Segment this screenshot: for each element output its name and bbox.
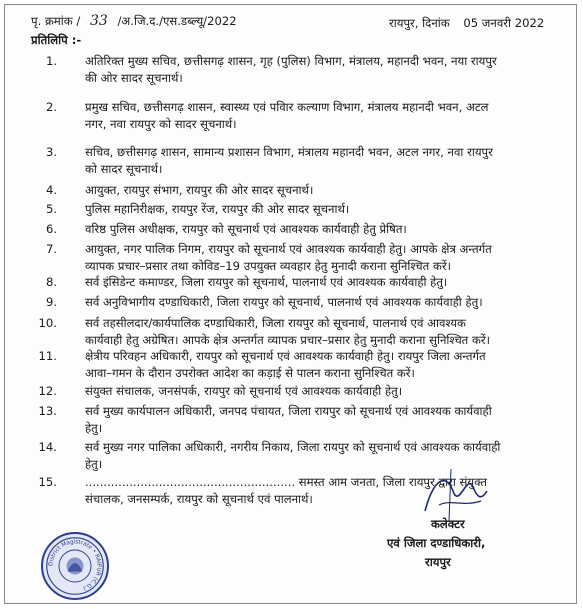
item-number: 7. [45, 242, 57, 256]
copy-label: प्रतिलिपि :- [31, 33, 82, 47]
item-text-line: सर्व तहसीलदार/कार्यपालिक दण्डाधिकारी, जिला रायपुर को सूचनार्थ, पालनार्थ एवं आवश्यक [85, 316, 466, 330]
item-text-line: सर्व अनुविभागीय दण्डाधिकारी, जिला रायपुर को सूचनार्थ, पालनार्थ एवं आवश्यक कार्यवाही हेतु। [85, 295, 483, 309]
item-text-line: व्यापक प्रचार–प्रसार तथा कोविड–19 उपयुक्त व्यवहार हेतु मुनादी कराना सुनिश्चित करें। [85, 259, 451, 273]
item-number: 15. [38, 475, 57, 489]
item-text-line: ......................................................... समस्त आम जनता, जिला रायपुर द्वारा संयुक्त [85, 475, 487, 489]
item-text-line: प्रमुख सचिव, छत्तीसगढ़ शासन, स्वास्थ्य एवं पविार कल्याण विभाग, मंत्रालय महानदी भवन, अटल [85, 100, 489, 114]
reference-number [31, 14, 237, 28]
item-number: 11. [38, 349, 57, 363]
item-text-line: सर्व मुख्य नगर पालिका अधिकारी, नगरीय निकाय, जिला रायपुर को सूचनार्थ एवं आवश्यक कार्यवाही [85, 440, 501, 454]
item-text-line: संयुक्त संचालक, जनसंपर्क, रायपुर को सूचनार्थ एवं आवश्यक कार्यवाही हेतु। [85, 384, 403, 398]
ref-number-handwritten: 33 [89, 13, 108, 29]
signatory-title: कलेक्टर [431, 517, 465, 531]
item-number: 5. [45, 202, 57, 216]
seal-graphic [43, 534, 107, 598]
item-text-line: आवा–गमन के दौरान उपरोक्त आदेश का कड़ाई से पालन कराना सुनिश्चित करें। [85, 366, 415, 380]
ref-label: पृ. क्रमांक / [31, 14, 81, 28]
document-page [4, 4, 577, 604]
item-text-line: हेतु। [85, 421, 103, 435]
item-text-line: को सादर सूचनार्थ। [85, 162, 163, 176]
place-date [389, 16, 544, 30]
item-number: 10. [38, 316, 57, 330]
item-text-line: आयुक्त, रायपुर संभाग, रायपुर की ओर सादर सूचनार्थ। [85, 183, 314, 197]
date: 05 जनवरी 2022 [463, 16, 545, 30]
item-text-line: संचालक, जनसम्पर्क, रायपुर को सूचनार्थ एवं पालनार्थ। [85, 492, 313, 506]
item-number: 12. [38, 384, 57, 398]
item-number: 9. [45, 295, 57, 309]
item-number: 4. [45, 183, 57, 197]
item-text-line: क्षेत्रीय परिवहन अधिकारी, रायपुर को सूचनार्थ एवं आवश्यक कार्यवाही हेतु। रायपुर जिला अन्तर्गत [85, 349, 486, 363]
item-text-line: सर्व मुख्य कार्यपालन अधिकारी, जनपद पंचायत, जिला रायपुर को सूचनार्थ एवं आवश्यक कार्यवाही [85, 404, 492, 418]
item-number: 3. [45, 145, 57, 159]
signatory-place: रायपुर [425, 555, 451, 569]
item-number: 13. [38, 404, 57, 418]
item-text-line: नगर, नवा रायपुर को सादर सूचनार्थ। [85, 117, 237, 131]
item-text-line: सचिव, छत्तीसगढ़ शासन, सामान्य प्रशासन विभाग, मंत्रालय महानदी भवन, अटल नगर, नवा रायपुर [85, 145, 493, 159]
signatory-designation: एवं जिला दण्डाधिकारी, [387, 536, 486, 550]
item-text-line: वरिष्ठ पुलिस अधीक्षक, रायपुर को सूचनार्थ एवं आवश्यक कार्यवाही हेतु प्रेषित। [85, 222, 407, 236]
item-text-line: अतिरिक्त मुख्य सचिव, छत्तीसगढ़ शासन, गृह (पुलिस) विभाग, मंत्रालय, महानदी भवन, नया रायपुर [85, 54, 497, 68]
item-number: 6. [45, 222, 57, 236]
place-date-label: रायपुर, दिनांक [389, 16, 450, 30]
item-number: 14. [38, 440, 57, 454]
item-text-line: आयुक्त, नगर पालिक निगम, रायपुर को सूचनार्थ एवं आवश्यक कार्यवाही हेतु। आपके क्षेत्र अन्तर्गत [85, 242, 492, 256]
item-text-line: पुलिस महानिरीक्षक, रायपुर रेंज, रायपुर की ओर सादर सूचनार्थ। [85, 202, 350, 216]
ref-suffix: /अ.जि.द./एस.डब्ल्यू/2022 [117, 14, 237, 28]
item-text-line: की ओर सादर सूचनार्थ। [85, 71, 183, 85]
item-number: 1. [45, 54, 57, 68]
item-number: 2. [45, 100, 57, 114]
item-text-line: सर्व इंसिडेन्ट कमाण्डर, जिला रायपुर को सूचनार्थ, पालनार्थ एवं आवश्यक कार्यवाही हेतु। [85, 275, 448, 289]
svg-text:District Magistrate • RAIPUR (: District Magistrate • RAIPUR (C.G.) [48, 539, 102, 591]
item-text-line: हेतु। [85, 457, 103, 471]
item-number: 8. [45, 275, 57, 289]
item-text-line: कार्यवाही हेतु अग्रेषित। आपके क्षेत्र अन्तर्गत व्यापक प्रचार–प्रसार हेतु मुनादी कराना सुनिश्चित करें। [85, 333, 491, 347]
district-magistrate-seal [41, 532, 109, 600]
